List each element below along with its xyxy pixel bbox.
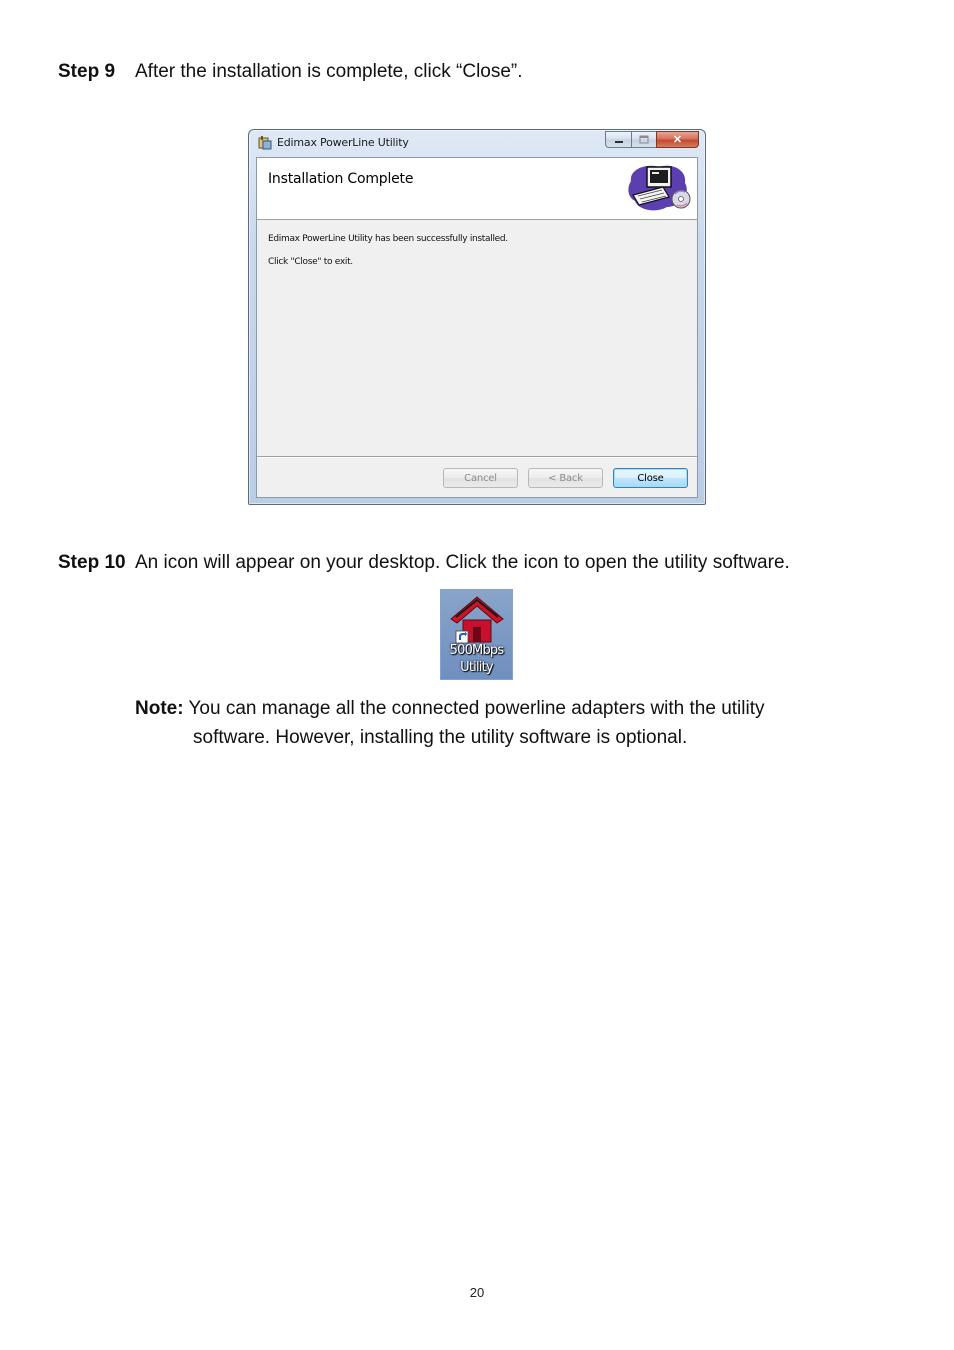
- step-9-text: After the installation is complete, click “Close”.: [135, 61, 523, 82]
- note-text-line1: You can manage all the connected powerline adapters with the utility: [183, 698, 765, 719]
- desktop-utility-shortcut[interactable]: [440, 589, 513, 680]
- step-10-text: An icon will appear on your desktop. Click the icon to open the utility software.: [135, 552, 790, 573]
- window-title: Edimax PowerLine Utility: [277, 136, 409, 149]
- step-9-instruction: [58, 60, 523, 84]
- page-number: 20: [469, 1285, 485, 1300]
- close-icon: ✕: [672, 134, 683, 146]
- maximize-button[interactable]: [631, 131, 656, 148]
- step-10-label: Step 10: [58, 552, 126, 573]
- dialog-client-area: [256, 157, 698, 498]
- shortcut-label-line1: 500Mbps: [449, 643, 504, 658]
- dialog-banner: [257, 158, 697, 220]
- window-controls: [605, 131, 699, 149]
- back-button[interactable]: < Back: [528, 468, 603, 488]
- cancel-button[interactable]: Cancel: [443, 468, 518, 488]
- shortcut-label-line2: Utility: [460, 660, 493, 675]
- close-button[interactable]: Close: [613, 468, 688, 488]
- note-text-line2: software. However, installing the utility software is optional.: [193, 727, 688, 748]
- installer-window: [248, 129, 706, 505]
- window-close-button[interactable]: [656, 131, 699, 148]
- installer-app-icon: [258, 136, 272, 150]
- minimize-button[interactable]: [605, 131, 631, 148]
- step-9-label: Step 9: [58, 61, 116, 82]
- maximize-icon: [639, 135, 649, 144]
- installer-computer-icon: [625, 161, 695, 215]
- step-10-instruction: [58, 551, 790, 575]
- note-paragraph: [135, 694, 855, 752]
- banner-title: Installation Complete: [268, 171, 414, 187]
- title-bar: [249, 130, 705, 156]
- footer-divider: [257, 456, 697, 458]
- minimize-icon: [614, 136, 624, 144]
- success-message: Edimax PowerLine Utility has been successfully installed.: [268, 234, 508, 244]
- note-label: Note:: [135, 698, 184, 719]
- exit-instruction: Click "Close" to exit.: [268, 257, 353, 267]
- house-icon: [445, 593, 509, 647]
